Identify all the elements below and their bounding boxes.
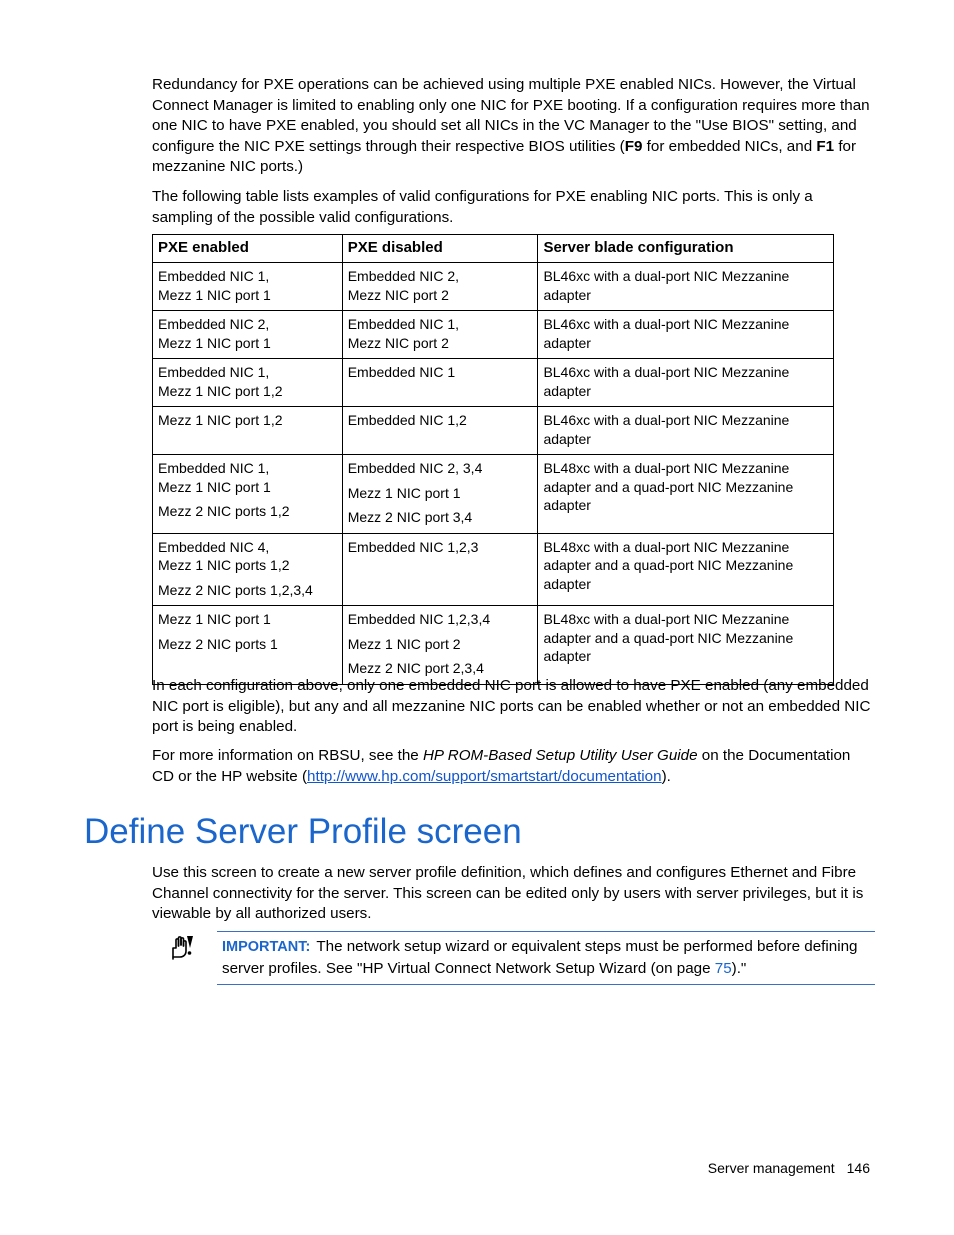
cell-line: adapter (543, 575, 591, 592)
section-description-paragraph: Use this screen to create a new server profile definition, which defines and configures Ethernet and Fibre Channel connectivity for the server. This screen can be edited only by users with server privileges, but it is viewable by all authorized users. (152, 864, 864, 922)
cell-line: Mezz 1 NIC port 1 (158, 478, 271, 495)
cell-line: Mezz 1 NIC port 1 (158, 286, 271, 303)
cell-line: Mezz 1 NIC ports 1,2 (158, 557, 290, 573)
table-row (153, 606, 834, 685)
cell-server-blade-configuration (538, 533, 834, 606)
cell-line: Mezz 2 NIC port 2,3,4 (347, 660, 484, 676)
cell-line: BL46xc with a dual-port NIC Mezzanine (543, 316, 790, 332)
section-heading: Define Server Profile screen (84, 812, 522, 851)
cell-pxe-disabled (342, 311, 538, 359)
cell-server-blade-configuration (538, 263, 834, 311)
cell-line: Embedded NIC 1,2,3,4 (347, 611, 491, 627)
cell-pxe-disabled (342, 533, 538, 606)
cell-line: Embedded NIC 1, (347, 316, 460, 332)
table-header-row (153, 235, 834, 263)
guide-title: HP ROM-Based Setup Utility User Guide (422, 747, 698, 764)
cell-server-blade-configuration (538, 407, 834, 455)
cell-server-blade-configuration (538, 455, 834, 534)
cell-line: adapter (543, 382, 591, 399)
paragraph-text: ). (661, 767, 671, 785)
cell-line: adapter (543, 648, 591, 664)
cell-line: Mezz 1 NIC port 1 (347, 484, 461, 501)
page-75-link[interactable]: 75 (714, 960, 732, 977)
table-row (153, 359, 834, 407)
cell-line: Embedded NIC 2, (158, 316, 270, 332)
footer-section-name: Server management (707, 1160, 835, 1176)
cell-line: Embedded NIC 2, (347, 268, 460, 284)
cell-line: adapter and a quad-port NIC Mezzanine (543, 478, 794, 495)
cell-line: adapter and a quad-port NIC Mezzanine (543, 629, 794, 646)
cell-line: Mezz 2 NIC ports 1 (158, 635, 278, 652)
hp-documentation-link[interactable]: http://www.hp.com/support/smartstart/documentation (307, 767, 662, 785)
cell-line: BL48xc with a dual-port NIC Mezzanine (543, 460, 790, 476)
f9-key-label: F9 (624, 137, 643, 155)
table-row (153, 263, 834, 311)
cell-line: adapter and a quad-port NIC Mezzanine (543, 557, 794, 573)
cell-server-blade-configuration (538, 311, 834, 359)
table-row (153, 407, 834, 455)
header-pxe-disabled: PXE disabled (342, 235, 538, 263)
cell-pxe-disabled (342, 263, 538, 311)
cell-server-blade-configuration (538, 359, 834, 407)
table-row (153, 533, 834, 606)
callout-text: The network setup wizard or equivalent steps must be performed before defining server profiles. See "HP Virtual Connect Network Setup Wizard (on page (222, 938, 858, 977)
table-row (153, 311, 834, 359)
pxe-redundancy-paragraph (152, 75, 874, 178)
cell-line: Mezz 2 NIC ports 1,2 (158, 503, 290, 519)
cell-pxe-enabled (153, 311, 343, 359)
header-pxe-enabled: PXE enabled (153, 235, 343, 263)
cell-pxe-enabled (153, 533, 343, 606)
cell-pxe-enabled (153, 606, 343, 685)
paragraph-text: For more information on RBSU, see the (152, 747, 423, 764)
cell-line: Mezz 2 NIC port 3,4 (347, 509, 473, 525)
f1-key-label: F1 (816, 137, 835, 155)
cell-line: adapter (543, 497, 591, 513)
cell-line: adapter (543, 286, 591, 303)
table-row (153, 455, 834, 534)
cell-line: adapter (543, 334, 591, 351)
paragraph-text: on the Documentation CD or the HP website ( (152, 747, 851, 785)
cell-line: Embedded NIC 1, (158, 364, 270, 380)
table-body (153, 263, 834, 685)
cell-pxe-disabled (342, 359, 538, 407)
paragraph-text: for embedded NICs, and (642, 137, 817, 155)
page-footer (600, 1158, 870, 1178)
cell-line: BL46xc with a dual-port NIC Mezzanine (543, 364, 790, 380)
important-hand-icon (169, 934, 195, 960)
header-server-blade-configuration: Server blade configuration (538, 235, 834, 263)
cell-pxe-enabled (153, 359, 343, 407)
important-callout (217, 931, 875, 985)
important-label: IMPORTANT: (222, 939, 311, 955)
cell-line: Embedded NIC 1, (158, 268, 270, 284)
cell-line: Mezz 1 NIC port 1 (158, 334, 271, 351)
cell-line: BL48xc with a dual-port NIC Mezzanine (543, 538, 790, 555)
footer-page-number: 146 (846, 1160, 870, 1176)
cell-pxe-disabled (342, 407, 538, 455)
cell-line: Embedded NIC 1, (158, 460, 270, 476)
cell-line: Mezz 1 NIC port 1,2 (158, 412, 283, 428)
cell-line: Mezz 2 NIC ports 1,2,3,4 (158, 581, 313, 598)
table-intro-paragraph: The following table lists examples of valid configurations for PXE enabling NIC ports. This is only a sampling of the possible valid configurations. (152, 188, 813, 226)
paragraph-text: Redundancy for PXE operations can be achieved using multiple PXE enabled NICs. However, the Virtual Connect Manager is limited to enabling only one NIC for PXE booting. If a configuration requires more than one NIC to have PXE enabled, you should set all NICs in the VC Manager to the "Use BIOS" setting, and configure the NIC PXE settings through their respective BIOS utilities ( (152, 76, 870, 155)
cell-line: Mezz 1 NIC port 1 (158, 611, 271, 627)
cell-line: BL46xc with a dual-port NIC Mezzanine (543, 268, 790, 284)
cell-line: Mezz NIC port 2 (347, 286, 449, 303)
cell-line: Mezz 1 NIC port 1,2 (158, 382, 283, 399)
cell-pxe-enabled (153, 407, 343, 455)
rbsu-info-paragraph (152, 746, 874, 787)
cell-pxe-enabled (153, 455, 343, 534)
paragraph-text: for mezzanine NIC ports.) (152, 137, 857, 175)
cell-pxe-disabled (342, 606, 538, 685)
cell-line: BL48xc with a dual-port NIC Mezzanine (543, 611, 790, 627)
cell-line: Embedded NIC 1,2,3 (347, 538, 479, 555)
callout-text: )." (731, 960, 747, 977)
cell-line: BL46xc with a dual-port NIC Mezzanine (543, 412, 790, 428)
cell-line: Mezz 1 NIC port 2 (347, 635, 461, 652)
cell-line: Embedded NIC 4, (158, 538, 270, 555)
cell-line: Embedded NIC 1,2 (347, 412, 467, 428)
cell-server-blade-configuration (538, 606, 834, 685)
pxe-configurations-table (152, 234, 834, 685)
cell-line: Embedded NIC 1 (347, 364, 456, 380)
cell-line: Embedded NIC 2, 3,4 (347, 460, 483, 476)
cell-line: adapter (543, 430, 591, 447)
embedded-nic-note-paragraph: In each configuration above, only one embedded NIC port is allowed to have PXE enabled (any embedded NIC port is eligible), but any and all mezzanine NIC ports can be enabled whether or not an embedded NIC port is being enabled. (152, 677, 871, 735)
cell-pxe-disabled (342, 455, 538, 534)
cell-line: Mezz NIC port 2 (347, 334, 449, 351)
cell-pxe-enabled (153, 263, 343, 311)
